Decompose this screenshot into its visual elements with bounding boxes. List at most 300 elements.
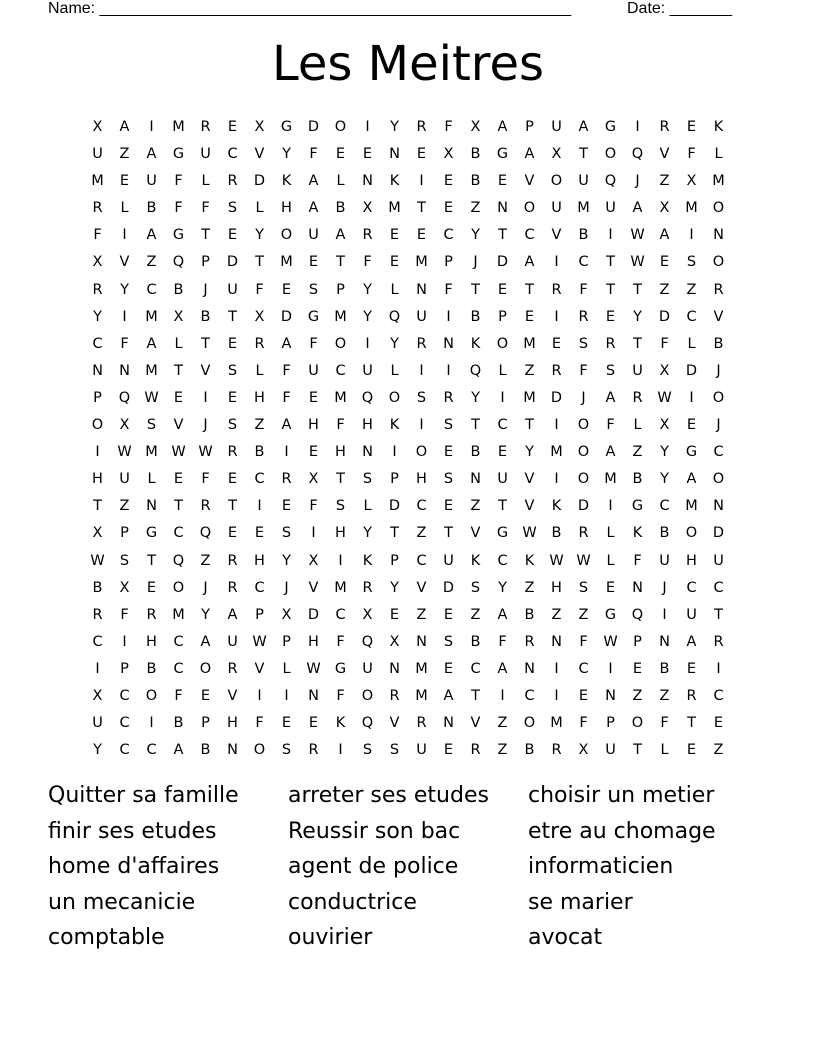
- grid-letter: M: [415, 254, 428, 271]
- grid-letter: I: [122, 227, 127, 244]
- grid-letter: F: [309, 498, 318, 515]
- grid-letter: L: [660, 742, 669, 759]
- grid-letter: J: [635, 173, 640, 190]
- grid-letter: F: [93, 227, 102, 244]
- grid-letter: A: [308, 200, 319, 217]
- grid-letter: R: [362, 227, 373, 244]
- grid-letter: I: [446, 308, 451, 325]
- grid-letter: T: [444, 525, 453, 542]
- grid-letter: O: [415, 444, 428, 461]
- grid-letter: X: [362, 606, 373, 623]
- grid-letter: R: [227, 173, 238, 190]
- grid-letter: R: [578, 525, 589, 542]
- grid-letter: A: [227, 606, 238, 623]
- grid-letter: Z: [146, 254, 157, 271]
- grid-letter: S: [443, 633, 454, 650]
- grid-row: [84, 304, 732, 331]
- grid-letter: V: [524, 173, 535, 190]
- grid-letter: A: [578, 119, 589, 135]
- grid-letter: L: [633, 417, 642, 434]
- grid-letter: U: [119, 471, 130, 488]
- grid-letter: X: [389, 633, 400, 650]
- grid-letter: O: [523, 200, 536, 217]
- grid-letter: L: [147, 471, 156, 488]
- grid-letter: I: [554, 417, 559, 434]
- grid-letter: C: [416, 498, 427, 515]
- grid-row: [84, 249, 732, 276]
- grid-letter: K: [389, 417, 400, 434]
- grid-letter: G: [604, 119, 617, 135]
- grid-letter: C: [227, 146, 238, 163]
- grid-letter: Y: [282, 552, 291, 569]
- grid-letter: R: [524, 633, 535, 650]
- grid-letter: E: [281, 498, 292, 515]
- grid-letter: V: [713, 308, 724, 325]
- grid-letter: C: [92, 335, 103, 352]
- grid-letter: F: [579, 281, 588, 298]
- grid-letter: O: [550, 173, 563, 190]
- grid-letter: L: [255, 362, 264, 379]
- grid-letter: F: [174, 200, 183, 217]
- grid-letter: I: [608, 227, 613, 244]
- grid-letter: S: [119, 552, 130, 569]
- grid-letter: Y: [390, 119, 399, 135]
- grid-letter: D: [280, 308, 293, 325]
- grid-letter: U: [416, 742, 427, 759]
- grid-letter: L: [255, 200, 264, 217]
- grid-letter: E: [335, 146, 346, 163]
- grid-letter: E: [389, 606, 400, 623]
- grid-letter: I: [419, 173, 424, 190]
- grid-letter: B: [632, 471, 643, 488]
- grid-letter: W: [603, 633, 618, 650]
- grid-letter: I: [338, 552, 343, 569]
- grid-letter: V: [254, 146, 265, 163]
- grid-letter: A: [659, 227, 670, 244]
- grid-letter: V: [254, 660, 265, 677]
- grid-row: [84, 683, 732, 710]
- grid-letter: Y: [282, 146, 291, 163]
- grid-letter: S: [686, 254, 697, 271]
- grid-letter: O: [685, 525, 698, 542]
- grid-letter: K: [713, 119, 724, 135]
- grid-letter: B: [524, 606, 535, 623]
- grid-letter: F: [174, 173, 183, 190]
- grid-letter: D: [226, 254, 239, 271]
- grid-letter: T: [633, 335, 642, 352]
- grid-letter: I: [419, 362, 424, 379]
- grid-letter: I: [716, 660, 721, 677]
- grid-letter: B: [551, 525, 562, 542]
- grid-letter: X: [92, 254, 103, 271]
- grid-letter: M: [145, 444, 158, 461]
- grid-letter: B: [200, 742, 211, 759]
- grid-letter: G: [145, 525, 158, 542]
- grid-letter: C: [119, 742, 130, 759]
- grid-letter: U: [497, 471, 508, 488]
- grid-letter: F: [336, 633, 345, 650]
- grid-letter: V: [308, 579, 319, 596]
- grid-letter: O: [712, 254, 725, 271]
- grid-letter: R: [281, 471, 292, 488]
- grid-letter: F: [336, 687, 345, 704]
- grid-letter: T: [633, 742, 642, 759]
- grid-row: [84, 439, 732, 466]
- grid-letter: C: [686, 308, 697, 325]
- grid-letter: E: [308, 444, 319, 461]
- grid-letter: Q: [631, 146, 644, 163]
- grid-row: [84, 575, 732, 602]
- grid-letter: Y: [363, 281, 372, 298]
- grid-letter: E: [308, 389, 319, 406]
- grid-letter: Z: [470, 606, 481, 623]
- grid-letter: W: [657, 389, 672, 406]
- grid-letter: H: [335, 444, 346, 461]
- grid-letter: E: [281, 715, 292, 732]
- grid-letter: G: [604, 606, 617, 623]
- grid-letter: H: [146, 633, 157, 650]
- grid-letter: Z: [119, 146, 130, 163]
- grid-letter: I: [689, 389, 694, 406]
- grid-letter: N: [119, 362, 130, 379]
- grid-letter: X: [659, 417, 670, 434]
- grid-letter: E: [119, 173, 130, 190]
- grid-letter: Q: [172, 254, 185, 271]
- grid-letter: X: [92, 525, 103, 542]
- grid-letter: Y: [633, 308, 642, 325]
- grid-letter: Z: [713, 742, 724, 759]
- grid-letter: X: [470, 119, 481, 135]
- grid-letter: T: [228, 498, 237, 515]
- grid-letter: Y: [471, 227, 480, 244]
- word-bank-item: se marier: [528, 889, 633, 915]
- grid-letter: L: [336, 173, 345, 190]
- grid-letter: T: [606, 281, 615, 298]
- grid-row: [84, 222, 732, 249]
- grid-letter: I: [338, 742, 343, 759]
- grid-letter: X: [254, 119, 265, 135]
- grid-letter: B: [200, 308, 211, 325]
- grid-letter: P: [498, 308, 507, 325]
- grid-letter: I: [554, 660, 559, 677]
- grid-letter: V: [659, 146, 670, 163]
- grid-letter: S: [362, 471, 373, 488]
- grid-letter: Y: [390, 335, 399, 352]
- grid-letter: S: [227, 362, 238, 379]
- grid-letter: Q: [118, 389, 131, 406]
- grid-letter: V: [416, 579, 427, 596]
- word-bank-item: Quitter sa famille: [48, 783, 239, 808]
- grid-letter: C: [578, 254, 589, 271]
- grid-letter: G: [685, 444, 698, 461]
- grid-letter: F: [363, 254, 372, 271]
- grid-letter: C: [443, 227, 454, 244]
- grid-letter: N: [659, 633, 670, 650]
- word-bank-item: conductrice: [288, 889, 417, 915]
- grid-letter: P: [282, 633, 291, 650]
- grid-letter: U: [308, 227, 319, 244]
- grid-letter: O: [712, 471, 725, 488]
- grid-letter: O: [361, 687, 374, 704]
- grid-letter: R: [713, 633, 724, 650]
- grid-letter: J: [203, 281, 208, 298]
- grid-letter: X: [362, 200, 373, 217]
- grid-letter: R: [551, 742, 562, 759]
- grid-letter: H: [92, 471, 103, 488]
- grid-letter: O: [199, 660, 212, 677]
- grid-letter: T: [579, 146, 588, 163]
- grid-letter: A: [524, 254, 535, 271]
- grid-letter: M: [280, 254, 293, 271]
- grid-letter: Z: [200, 552, 211, 569]
- grid-letter: Y: [525, 444, 534, 461]
- grid-letter: R: [713, 281, 724, 298]
- grid-letter: F: [660, 335, 669, 352]
- grid-letter: Q: [388, 308, 401, 325]
- grid-letter: Y: [93, 308, 102, 325]
- grid-letter: O: [577, 471, 590, 488]
- grid-letter: R: [470, 742, 481, 759]
- grid-letter: Y: [120, 281, 129, 298]
- grid-letter: A: [281, 335, 292, 352]
- grid-letter: J: [716, 417, 721, 434]
- grid-letter: A: [686, 633, 697, 650]
- grid-letter: A: [686, 471, 697, 488]
- grid-letter: Y: [498, 579, 507, 596]
- grid-letter: W: [144, 389, 159, 406]
- grid-letter: Q: [361, 633, 374, 650]
- grid-letter: J: [662, 579, 667, 596]
- grid-letter: N: [389, 660, 400, 677]
- grid-letter: F: [687, 146, 696, 163]
- grid-letter: E: [200, 687, 211, 704]
- grid-letter: X: [686, 173, 697, 190]
- grid-letter: R: [92, 606, 103, 623]
- grid-letter: J: [203, 417, 208, 434]
- grid-letter: U: [362, 660, 373, 677]
- grid-letter: J: [284, 579, 289, 596]
- name-field[interactable]: Name: _____________________________________________________: [48, 0, 572, 17]
- grid-letter: B: [578, 227, 589, 244]
- grid-letter: B: [92, 579, 103, 596]
- grid-letter: A: [308, 173, 319, 190]
- grid-letter: M: [604, 471, 617, 488]
- grid-letter: Y: [471, 389, 480, 406]
- grid-letter: C: [335, 362, 346, 379]
- grid-letter: W: [306, 660, 321, 677]
- grid-letter: B: [659, 525, 670, 542]
- grid-letter: W: [522, 525, 537, 542]
- grid-letter: K: [551, 498, 562, 515]
- grid-letter: F: [579, 362, 588, 379]
- grid-letter: N: [146, 498, 157, 515]
- grid-letter: D: [307, 606, 320, 623]
- grid-row: [84, 548, 732, 575]
- letter-grid: [84, 114, 732, 764]
- grid-letter: C: [146, 742, 157, 759]
- grid-letter: L: [606, 525, 615, 542]
- grid-letter: Q: [361, 389, 374, 406]
- grid-letter: M: [145, 362, 158, 379]
- grid-letter: H: [686, 552, 697, 569]
- grid-letter: S: [281, 525, 292, 542]
- grid-letter: I: [284, 444, 289, 461]
- grid-letter: N: [416, 633, 427, 650]
- grid-letter: F: [606, 417, 615, 434]
- grid-letter: E: [362, 146, 373, 163]
- grid-letter: R: [254, 335, 265, 352]
- grid-letter: E: [389, 227, 400, 244]
- grid-row: [84, 710, 732, 737]
- grid-row: [84, 737, 732, 764]
- grid-letter: T: [498, 498, 507, 515]
- grid-letter: E: [686, 660, 697, 677]
- word-bank-item: informaticien: [528, 854, 674, 879]
- grid-letter: I: [149, 119, 154, 135]
- grid-letter: F: [633, 552, 642, 569]
- date-field[interactable]: Date: _______: [627, 0, 732, 17]
- grid-letter: A: [497, 606, 508, 623]
- grid-letter: P: [120, 525, 129, 542]
- grid-letter: I: [419, 417, 424, 434]
- grid-letter: I: [365, 335, 370, 352]
- grid-letter: E: [416, 227, 427, 244]
- grid-letter: U: [92, 146, 103, 163]
- grid-letter: M: [712, 173, 725, 190]
- grid-letter: X: [281, 606, 292, 623]
- grid-letter: E: [281, 281, 292, 298]
- grid-letter: F: [444, 119, 453, 135]
- grid-letter: O: [712, 389, 725, 406]
- grid-letter: E: [443, 173, 454, 190]
- grid-letter: T: [336, 254, 345, 271]
- grid-letter: U: [146, 173, 157, 190]
- grid-letter: F: [579, 633, 588, 650]
- grid-letter: E: [173, 471, 184, 488]
- grid-letter: T: [174, 498, 183, 515]
- grid-letter: V: [524, 498, 535, 515]
- grid-letter: W: [630, 254, 645, 271]
- grid-letter: X: [308, 552, 319, 569]
- word-bank-item: ouvirier: [288, 925, 373, 950]
- grid-letter: G: [631, 498, 644, 515]
- grid-letter: O: [577, 417, 590, 434]
- grid-letter: R: [578, 308, 589, 325]
- grid-letter: N: [416, 281, 427, 298]
- grid-letter: C: [713, 444, 724, 461]
- grid-letter: M: [145, 308, 158, 325]
- grid-letter: V: [524, 471, 535, 488]
- grid-letter: M: [685, 498, 698, 515]
- grid-letter: J: [203, 579, 208, 596]
- grid-letter: E: [443, 742, 454, 759]
- grid-letter: C: [497, 552, 508, 569]
- grid-letter: E: [632, 660, 643, 677]
- grid-letter: A: [524, 146, 535, 163]
- grid-letter: E: [227, 119, 238, 135]
- grid-letter: K: [470, 335, 481, 352]
- grid-letter: K: [335, 715, 346, 732]
- grid-letter: R: [389, 687, 400, 704]
- grid-letter: N: [605, 687, 616, 704]
- grid-letter: B: [659, 660, 670, 677]
- grid-letter: F: [201, 200, 210, 217]
- grid-letter: I: [149, 715, 154, 732]
- grid-letter: M: [577, 200, 590, 217]
- grid-letter: T: [147, 552, 156, 569]
- grid-letter: T: [255, 254, 264, 271]
- grid-letter: P: [201, 254, 210, 271]
- grid-letter: M: [334, 308, 347, 325]
- grid-letter: U: [308, 362, 319, 379]
- grid-letter: R: [416, 119, 427, 135]
- grid-letter: W: [549, 552, 564, 569]
- grid-letter: S: [146, 417, 157, 434]
- grid-letter: F: [282, 362, 291, 379]
- grid-letter: I: [662, 606, 667, 623]
- grid-letter: B: [173, 715, 184, 732]
- grid-letter: W: [90, 552, 105, 569]
- grid-letter: L: [390, 362, 399, 379]
- grid-row: [84, 114, 732, 141]
- grid-letter: F: [255, 715, 264, 732]
- grid-letter: H: [281, 200, 292, 217]
- grid-row: [84, 520, 732, 547]
- grid-letter: Z: [686, 281, 697, 298]
- grid-letter: V: [389, 715, 400, 732]
- grid-letter: R: [200, 119, 211, 135]
- grid-letter: L: [390, 281, 399, 298]
- grid-letter: C: [713, 579, 724, 596]
- grid-letter: T: [687, 715, 696, 732]
- word-bank-item: comptable: [48, 925, 165, 950]
- grid-letter: A: [605, 389, 616, 406]
- grid-letter: E: [227, 471, 238, 488]
- grid-letter: M: [685, 200, 698, 217]
- grid-letter: C: [497, 417, 508, 434]
- grid-letter: Z: [524, 362, 535, 379]
- grid-letter: F: [174, 687, 183, 704]
- grid-letter: S: [389, 742, 400, 759]
- grid-letter: M: [523, 335, 536, 352]
- grid-letter: K: [362, 552, 373, 569]
- grid-letter: I: [689, 227, 694, 244]
- word-bank-item: finir ses etudes: [48, 818, 217, 844]
- grid-letter: Y: [660, 471, 669, 488]
- grid-letter: E: [443, 498, 454, 515]
- grid-letter: S: [578, 335, 589, 352]
- grid-letter: T: [201, 335, 210, 352]
- grid-letter: X: [659, 362, 670, 379]
- grid-row: [84, 412, 732, 439]
- grid-letter: G: [496, 146, 509, 163]
- grid-letter: Q: [361, 715, 374, 732]
- grid-letter: L: [201, 173, 210, 190]
- grid-letter: S: [281, 742, 292, 759]
- grid-letter: W: [117, 444, 132, 461]
- grid-letter: E: [713, 715, 724, 732]
- grid-letter: Z: [659, 281, 670, 298]
- grid-letter: Z: [416, 525, 427, 542]
- grid-letter: H: [254, 552, 265, 569]
- grid-letter: R: [308, 742, 319, 759]
- grid-letter: C: [470, 660, 481, 677]
- grid-letter: H: [362, 417, 373, 434]
- grid-letter: U: [362, 362, 373, 379]
- grid-row: [84, 385, 732, 412]
- grid-letter: G: [334, 660, 347, 677]
- grid-letter: A: [281, 417, 292, 434]
